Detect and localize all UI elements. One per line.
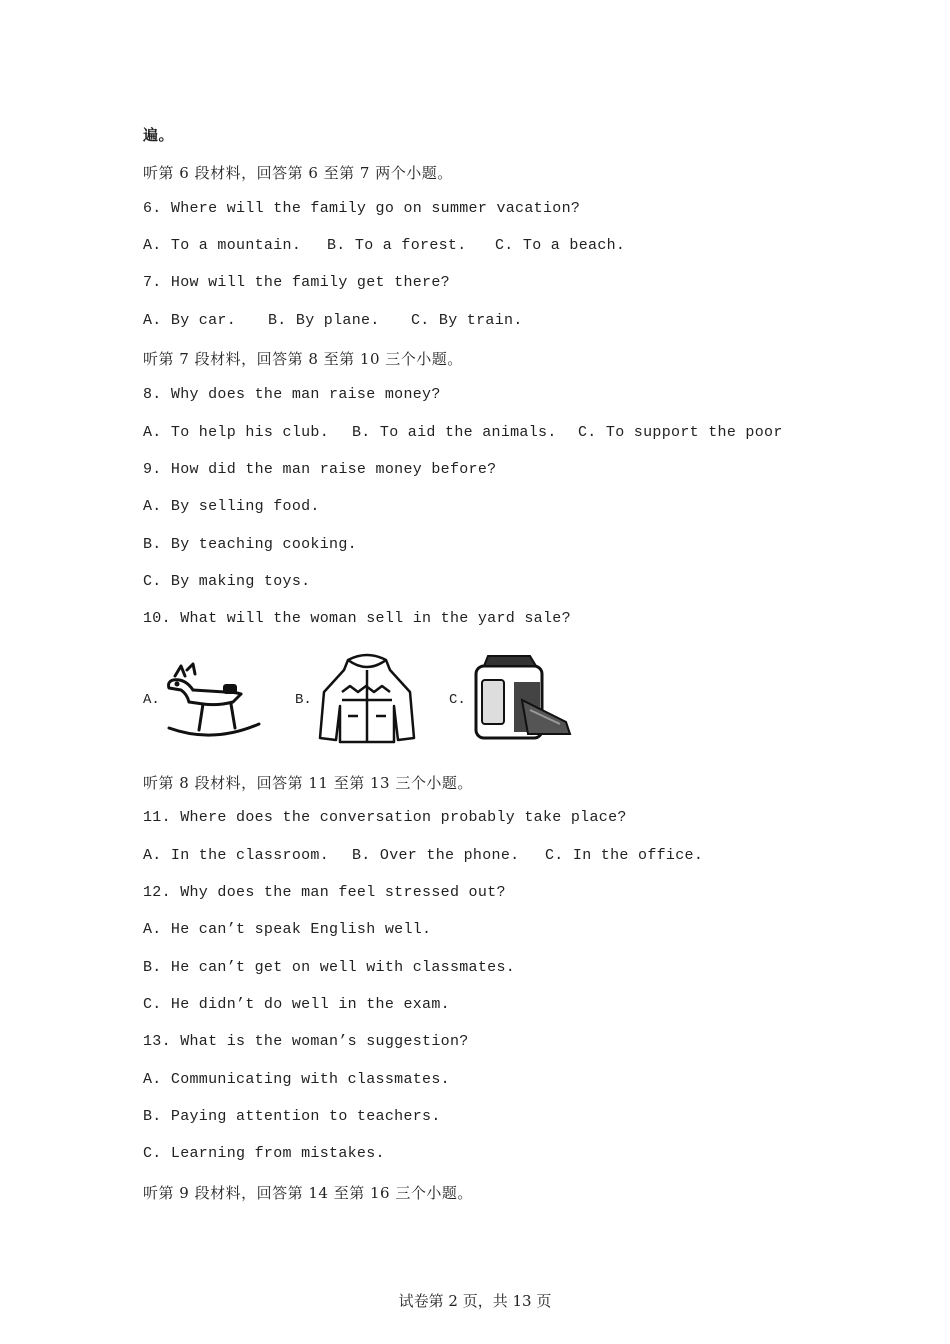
q8-option-a: A. To help his club. — [143, 424, 330, 441]
question-10: 10. What will the woman sell in the yard sale? — [143, 610, 571, 627]
q10-option-c-label: C. — [449, 692, 466, 708]
section-8-instruction: 听第 8 段材料，回答第 11 至第 13 三个小题。 — [143, 774, 473, 792]
q9-option-b: B. By teaching cooking. — [143, 536, 357, 553]
question-12: 12. Why does the man feel stressed out? — [143, 884, 506, 901]
question-9: 9. How did the man raise money before? — [143, 461, 497, 478]
q9-option-c: C. By making toys. — [143, 573, 311, 590]
q10-option-a-label: A. — [143, 692, 160, 708]
q9-option-a: A. By selling food. — [143, 498, 320, 515]
question-7: 7. How will the family get there? — [143, 274, 450, 291]
question-8: 8. Why does the man raise money? — [143, 386, 441, 403]
jacket-icon — [318, 652, 416, 746]
q6-option-b: B. To a forest. — [327, 237, 467, 254]
section-6-instruction: 听第 6 段材料，回答第 6 至第 7 两个小题。 — [143, 164, 453, 182]
q11-option-b: B. Over the phone. — [352, 847, 520, 864]
rocking-horse-icon — [163, 658, 263, 740]
continued-text: 遍。 — [143, 126, 175, 144]
question-13: 13. What is the woman’s suggestion? — [143, 1033, 469, 1050]
section-9-instruction: 听第 9 段材料，回答第 14 至第 16 三个小题。 — [143, 1184, 473, 1202]
question-6: 6. Where will the family go on summer vacation? — [143, 200, 581, 217]
q7-option-c: C. By train. — [411, 312, 523, 329]
section-7-instruction: 听第 7 段材料，回答第 8 至第 10 三个小题。 — [143, 350, 463, 368]
q6-option-a: A. To a mountain. — [143, 237, 302, 254]
page-footer: 试卷第 2 页，共 13 页 — [398, 1292, 552, 1310]
q10-option-b-label: B. — [295, 692, 312, 708]
q11-option-a: A. In the classroom. — [143, 847, 330, 864]
question-11: 11. Where does the conversation probably take place? — [143, 809, 627, 826]
q13-option-a: A. Communicating with classmates. — [143, 1071, 450, 1088]
toaster-icon — [470, 652, 574, 744]
q8-option-b: B. To aid the animals. — [352, 424, 557, 441]
q13-option-c: C. Learning from mistakes. — [143, 1145, 385, 1162]
q11-option-c: C. In the office. — [545, 847, 704, 864]
q7-option-b: B. By plane. — [268, 312, 380, 329]
q12-option-a: A. He can’t speak English well. — [143, 921, 432, 938]
q12-option-b: B. He can’t get on well with classmates. — [143, 959, 516, 976]
q7-option-a: A. By car. — [143, 312, 237, 329]
q13-option-b: B. Paying attention to teachers. — [143, 1108, 441, 1125]
q8-option-c: C. To support the poor — [578, 424, 783, 441]
q12-option-c: C. He didn’t do well in the exam. — [143, 996, 450, 1013]
q6-option-c: C. To a beach. — [495, 237, 626, 254]
